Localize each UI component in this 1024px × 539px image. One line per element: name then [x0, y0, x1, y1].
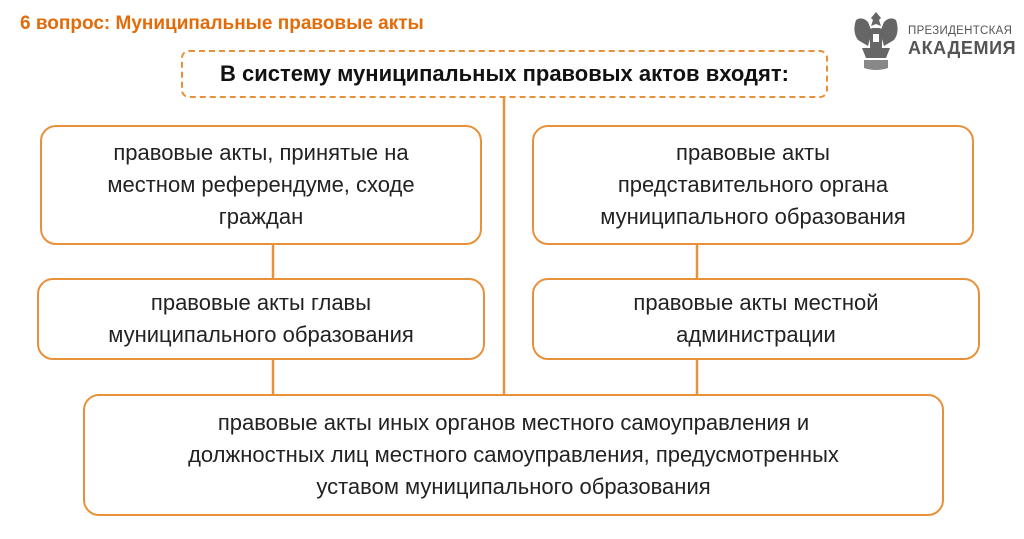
node-text-line: правовые акты, принятые на [113, 140, 409, 165]
diagram-root-box [181, 50, 828, 98]
node-text-line: уставом муниципального образования [316, 474, 711, 499]
node-text-line: администрации [676, 322, 836, 347]
node-text-line: местном референдуме, сходе [107, 172, 415, 197]
node-administration-acts [532, 278, 980, 360]
node-text-line: муниципального образования [600, 204, 906, 229]
node-text-line: представительного органа [617, 172, 889, 197]
node-representative-body-acts [532, 125, 974, 245]
diagram-root-label: В систему муниципальных правовых актов входят: [220, 61, 789, 86]
node-text-line: правовые акты местной [633, 290, 879, 315]
logo-text-line2: АКАДЕМИЯ [908, 38, 1017, 58]
node-text-line: правовые акты главы [150, 290, 372, 315]
node-text-line: правовые акты иных органов местного самоуправления и [217, 410, 810, 435]
node-referendum-acts [40, 125, 482, 245]
node-text-line: должностных лиц местного самоуправления, предусмотренных [188, 442, 839, 467]
logo-text-line1: ПРЕЗИДЕНТСКАЯ [908, 25, 1013, 37]
node-text-line: муниципального образования [108, 322, 414, 347]
node-text-line: правовые акты [676, 140, 830, 165]
node-head-acts [37, 278, 485, 360]
node-text-line: граждан [218, 204, 304, 229]
node-other-bodies-acts [83, 394, 944, 516]
slide-title: 6 вопрос: Муниципальные правовые акты [20, 13, 424, 34]
